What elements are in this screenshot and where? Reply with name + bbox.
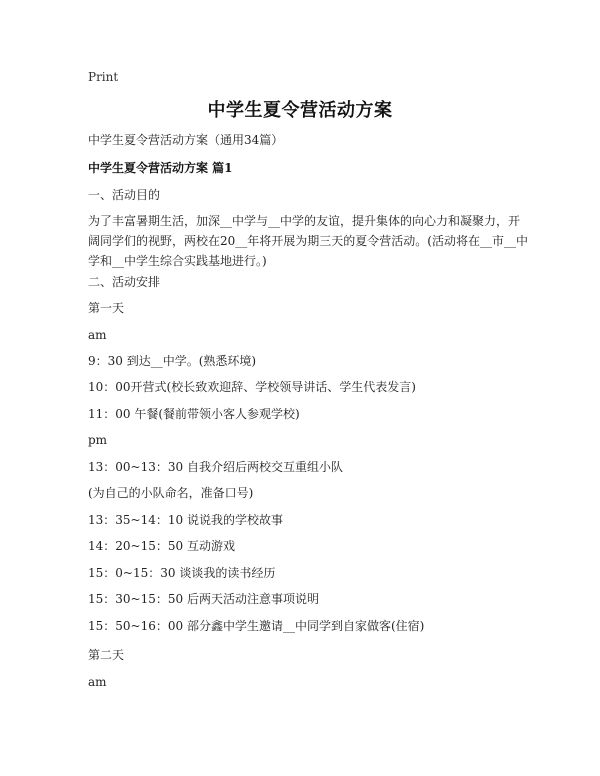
schedule-item: 15：0~15：30 谈谈我的读书经历: [88, 566, 276, 580]
schedule-item: 13：00~13：30 自我介绍后两校交互重组小队: [88, 460, 343, 474]
document-subtitle: 中学生夏令营活动方案（通用34篇）: [88, 133, 284, 147]
purpose-paragraph: 为了丰富暑期生活，加深__中学与__中学的友谊，提升集体的向心力和凝聚力，开阔同学们的视野，两校在20__年将开展为期三天的夏令营活动。(活动将在__市__中学和__中学生综合实践基地进行。): [88, 214, 528, 268]
schedule-note: (为自己的小队命名，准备口号): [88, 486, 254, 500]
schedule-item: 15：50~16：00 部分鑫中学生邀请__中同学到自家做客(住宿): [88, 619, 425, 633]
arrangement-heading: 二、活动安排: [88, 275, 161, 289]
print-label: Print: [88, 70, 119, 84]
schedule-item: 14：20~15：50 互动游戏: [88, 539, 235, 553]
schedule-item: 15：30~15：50 后两天活动注意事项说明: [88, 592, 319, 606]
schedule-item: 9：30 到达__中学。(熟悉环境): [88, 354, 257, 368]
purpose-heading: 一、活动目的: [88, 188, 161, 202]
schedule-item: 11：00 午餐(餐前带领小客人参观学校): [88, 407, 300, 421]
section-heading: 中学生夏令营活动方案 篇1: [88, 161, 233, 175]
am-label: am: [88, 328, 107, 342]
pm-label: pm: [88, 433, 108, 447]
schedule-item: 13：35~14：10 说说我的学校故事: [88, 513, 283, 527]
day-one-heading: 第一天: [88, 301, 125, 315]
day-two-heading: 第二天: [88, 648, 125, 662]
schedule-item: 10：00开营式(校长致欢迎辞、学校领导讲话、学生代表发言): [88, 380, 416, 394]
document-title: 中学生夏令营活动方案: [207, 100, 393, 121]
am-label-day-two: am: [88, 675, 107, 689]
